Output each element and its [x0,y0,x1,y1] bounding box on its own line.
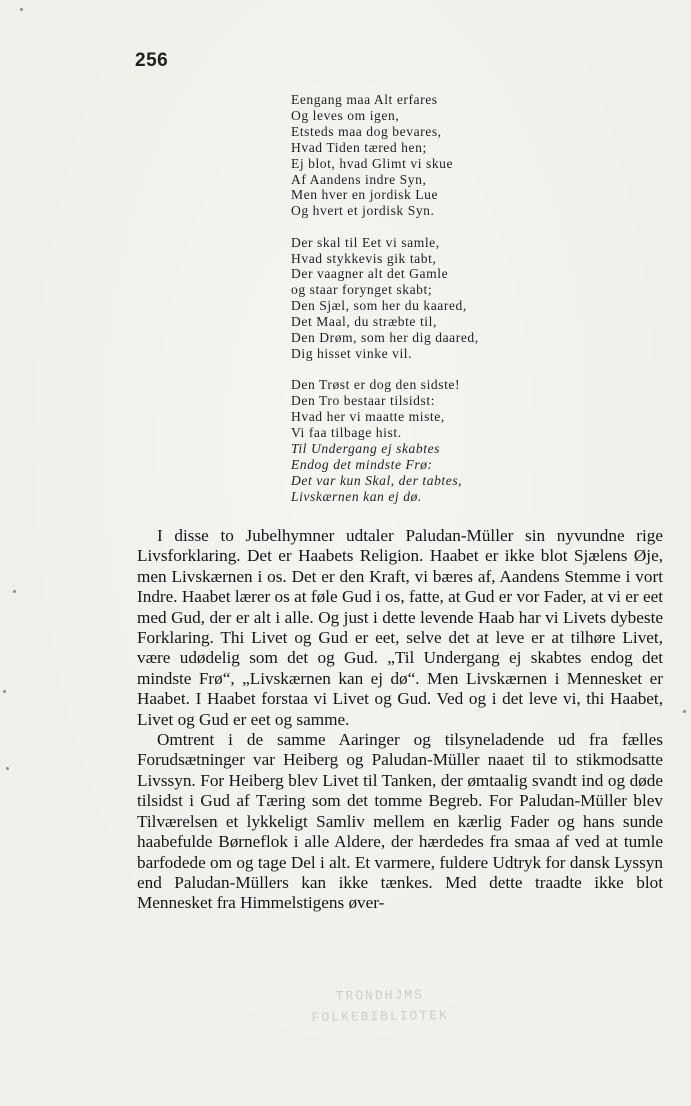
poem-line-italic: Endog det mindste Frø: [291,456,433,472]
poem-line: Og leves om igen, [291,107,400,123]
paper-speck [6,767,9,770]
poem-line-italic: Det var kun Skal, der tabtes, [291,472,463,488]
poem-line: Etsteds maa dog bevares, [291,123,442,139]
poem-line: Den Trøst er dog den sidste! [291,377,461,393]
poem-line: Ej blot, hvad Glimt vi skue [291,155,454,171]
poem-line: Og hvert et jordisk Syn. [291,203,435,219]
poem-line: Dig hisset vinke vil. [291,345,413,361]
library-stamp [310,984,451,1028]
poem-stanza-3 [291,377,551,504]
poem-line: Den Sjæl, som her du kaared, [291,298,467,314]
prose-body [137,526,663,914]
poem-line: Vi faa tilbage hist. [291,425,402,440]
poem-line: Der vaagner alt det Gamle [291,266,449,282]
poem-line: Der skal til Eet vi samle, [291,234,440,250]
poem-line: Hvad stykkevis gik tabt, [291,250,437,266]
prose-paragraph-2: Omtrent i de samme Aaringer og tilsyneladende ud fra fælles Forudsætninger var Heiberg og Paludan-Müller naaet til to stikmodsatte Livssyn. For Heiberg blev Livet til Tanken, der ømtaalig svandt ind og døde tilsidst i Gud af Tæring som det tomme Begreb. For Paludan-Müller blev Tilværelsen et lykkeligt Samliv mellem en kærlig Fader og hans sunde haabefulde Børneflok i alle Aldere, der hærdedes fra smaa af ved at tumle barfodede om og tage Del i alt. Et varmere, fuldere Udtryk for dansk Lyssyn end Paludan-Müllers kan ikke tænkes. Med dette traadte ikke blot Mennesket fra Himmelstigens øver- [137,730,663,913]
paper-speck [3,690,6,693]
poem-line: Det Maal, du stræbte til, [291,314,437,330]
poem-line: Af Aandens indre Syn, [291,171,427,187]
poem-stanza-2 [291,235,551,362]
poem-stanza-1 [291,92,551,219]
poem-line: Hvad Tiden tæred hen; [291,139,427,155]
paper-speck [20,8,23,11]
poem-line-italic: Til Undergang ej skabtes [291,440,441,456]
poem-line: Hvad her vi maatte miste, [291,409,445,425]
paper-speck [683,710,686,713]
paper-speck [13,590,16,593]
prose-paragraph-1: I disse to Jubelhymner udtaler Paludan-Müller sin nyvundne rige Livsforklaring. Det er Haabets Religion. Haabet er ikke blot Sjælens Øje, men Livskærnen i os. Det er den Kraft, vi bæres af, Aandens Stemme i vort Indre. Haabet lærer os at føle Gud i os, fatte, at Gud er vor Fader, at vi er eet med Gud, der er alt i alle. Og just i dette levende Haab har vi Livets dybeste Forklaring. Thi Livet og Gud er eet, selve det at leve er at tilhøre Livet, være udødelig som det og Gud. „Til Undergang ej skabtes endog det mindste Frø“, „Livskærnen kan ej dø“. Men Livskærnen i Mennesket er Haabet. I Haabet forstaa vi Livet og Gud. Ved og i det leve vi, thi Haabet, Livet og Gud er eet og samme. [137,526,663,729]
library-stamp-line-2: FOLKEBIBLIOTEK [311,1007,449,1026]
poem [291,92,551,520]
poem-line: og staar forynget skabt; [291,282,433,298]
poem-line-italic: Livskærnen kan ej dø. [291,488,422,504]
poem-line: Den Drøm, som her dig daared, [291,330,479,346]
poem-line: Men hver en jordisk Lue [291,187,439,203]
poem-line: Eengang maa Alt erfares [291,92,438,107]
page-number: 256 [135,50,169,71]
poem-line: Den Tro bestaar tilsidst: [291,393,436,409]
library-stamp-line-1: TRONDHJMS [335,987,425,1004]
